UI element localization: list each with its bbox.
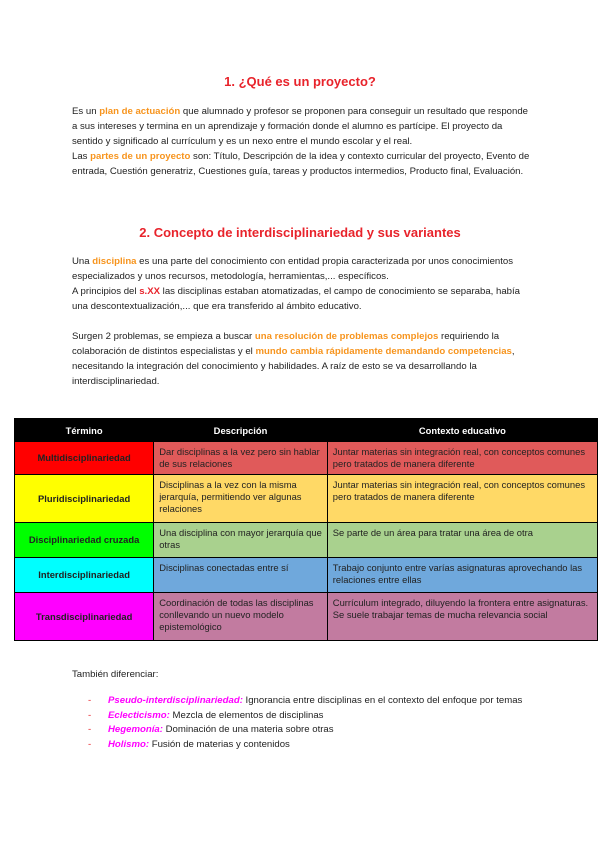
context-cell: Currículum integrado, diluyendo la frontera entre asignaturas. Se suele trabajar temas de mucha relevancia social: [327, 593, 597, 641]
section-2-paragraph-1: Una disciplina es una parte del conocimiento con entidad propia caracterizada por unos conocimientos especializados y unos recursos, metodología, herramientas,... específicos. A principios del s.XX las disciplinas estaban atomatizadas, el campo de conocimiento se separaba, había una descontextualización,... que era transferido al ámbito educativo.: [72, 256, 520, 312]
header-descripcion: Descripción: [154, 419, 328, 442]
term-cell: Transdisciplinariedad: [15, 593, 154, 641]
disciplinarity-table: [14, 418, 598, 641]
header-contexto: Contexto educativo: [327, 419, 597, 442]
highlight-plan: plan de actuación: [99, 106, 181, 117]
list-term: Pseudo-interdisciplinariedad: [108, 695, 240, 706]
list-item: - Pseudo-interdisciplinariedad: Ignorancia entre disciplinas en el contexto del enfoque por temas: [88, 694, 528, 709]
highlight-resolucion: una resolución de problemas complejos: [254, 331, 439, 342]
context-cell: Juntar materias sin integración real, con conceptos comunes pero tratados de manera diferente: [327, 442, 597, 475]
term-cell: Pluridisciplinariedad: [15, 475, 154, 523]
list-item: - Holismo: Fusión de materias y contenidos: [88, 738, 528, 753]
highlight-partes: partes de un proyecto: [90, 151, 191, 162]
table-row: [15, 593, 598, 641]
context-cell: Trabajo conjunto entre varías asignaturas aprovechando las relaciones entre ellas: [327, 558, 597, 593]
highlight-sxx: s.XX: [139, 286, 161, 297]
table-row: [15, 558, 598, 593]
section-1-paragraph-1: Es un plan de actuación que alumnado y profesor se proponen para conseguir un resultado que responde a sus intereses y termina en un aprendizaje y formación donde el alumno es partícipe. El proyecto da sentido y significado al currículum y es un nexo entre el mundo escolar y el real. Las partes de un proyecto son: Título, Descripción de la idea y contexto curricular del proyecto, Evento de entrada, Cuestión generatriz, Cuestiones guía, tareas y productos intermedios, Producto final, Evaluación.: [72, 106, 530, 177]
term-cell: Disciplinariedad cruzada: [15, 523, 154, 558]
table-row: [15, 523, 598, 558]
table-header-row: [15, 419, 598, 442]
context-cell: Juntar materias sin integración real, con conceptos comunes pero tratados de manera diferente: [327, 475, 597, 523]
highlight-mundo: mundo cambia rápidamente demandando competencias: [255, 346, 512, 357]
list-item: - Hegemonía: Dominación de una materia sobre otras: [88, 723, 528, 738]
term-cell: Multidisciplinariedad: [15, 442, 154, 475]
context-cell: Se parte de un área para tratar una área de otra: [327, 523, 597, 558]
highlight-disciplina: disciplina: [92, 256, 137, 267]
table-row: [15, 442, 598, 475]
section-2-paragraph-2: Surgen 2 problemas, se empieza a buscar una resolución de problemas complejos requiriendo la colaboración de distintos especialistas y el mundo cambia rápidamente demandando competencias, necesitando la integración del conocimiento y habilidades. A raíz de esto se va desarrollando la interdisciplinariedad.: [72, 331, 515, 387]
list-item: - Eclecticismo: Mezcla de elementos de disciplinas: [88, 709, 528, 724]
header-termino: Término: [15, 419, 154, 442]
list-term: Eclecticismo: [108, 709, 167, 721]
description-cell: Disciplinas a la vez con la misma jerarquía, permitiendo ver algunas relaciones: [154, 475, 328, 523]
also-intro: También diferenciar:: [72, 669, 159, 680]
description-cell: Coordinación de todas las disciplinas conllevando un nuevo modelo epistemológico: [154, 593, 328, 641]
description-cell: Disciplinas conectadas entre sí: [154, 558, 328, 593]
table-row: [15, 475, 598, 523]
also-list: [88, 694, 528, 752]
section-1-title: 1. ¿Qué es un proyecto?: [224, 74, 376, 89]
list-term: Holismo: [108, 738, 146, 750]
section-2-title: 2. Concepto de interdisciplinariedad y sus variantes: [139, 225, 461, 240]
description-cell: Dar disciplinas a la vez pero sin hablar de sus relaciones: [154, 442, 328, 475]
list-term: Hegemonía: [108, 724, 160, 735]
description-cell: Una disciplina con mayor jerarquía que otras: [154, 523, 328, 558]
term-cell: Interdisciplinariedad: [15, 558, 154, 593]
